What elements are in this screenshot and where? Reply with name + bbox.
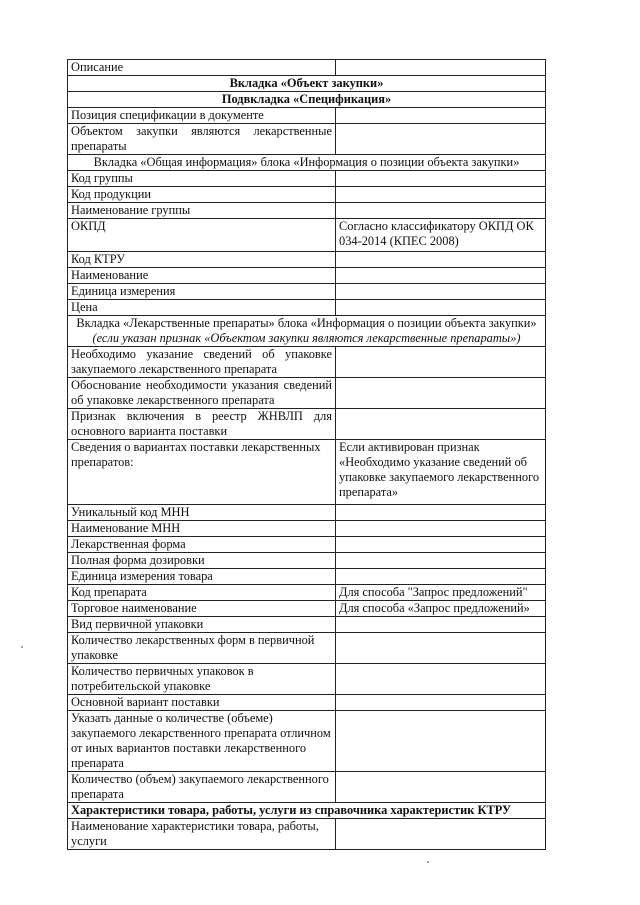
field-value — [336, 521, 546, 537]
field-label: Признак включения в реестр ЖНВЛП для основного варианта поставки — [68, 409, 336, 440]
table-row — [68, 268, 546, 284]
field-value — [336, 617, 546, 633]
field-value — [336, 378, 546, 409]
scan-speck — [427, 861, 429, 863]
field-value — [336, 819, 546, 850]
block-header — [68, 155, 546, 171]
field-value — [336, 187, 546, 203]
table-row — [68, 409, 546, 440]
field-value: Для способа "Запрос предложений" — [336, 585, 546, 601]
field-label: Лекарственная форма — [68, 537, 336, 553]
field-value — [336, 171, 546, 187]
field-value: Согласно классификатору ОКПД ОК 034-2014 (КПЕС 2008) — [336, 219, 546, 252]
field-value — [336, 252, 546, 268]
field-value — [336, 537, 546, 553]
table-row — [68, 803, 546, 819]
table-row — [68, 171, 546, 187]
table-row — [68, 569, 546, 585]
field-label: Торговое наименование — [68, 601, 336, 617]
table-row — [68, 537, 546, 553]
block-title: Вкладка «Лекарственные препараты» блока «Информация о позиции объекта закупки» — [76, 316, 537, 330]
field-value — [336, 203, 546, 219]
field-label: Указать данные о количестве (объеме) закупаемого лекарственного препарата отличном от иных вариантов поставки лекарственного препарата — [68, 711, 336, 772]
block-title: Вкладка «Общая информация» блока «Информация о позиции объекта закупки» — [93, 155, 520, 169]
field-label: Объектом закупки являются лекарственные препараты — [68, 124, 336, 155]
table-row — [68, 633, 546, 664]
table-row — [68, 585, 546, 601]
field-label: Единица измерения товара — [68, 569, 336, 585]
table-row — [68, 203, 546, 219]
scan-speck — [21, 646, 23, 648]
field-label: Количество первичных упаковок в потребительской упаковке — [68, 664, 336, 695]
table-row — [68, 772, 546, 803]
field-value — [336, 300, 546, 316]
table-row — [68, 378, 546, 409]
table-row — [68, 617, 546, 633]
field-value — [336, 633, 546, 664]
field-label: Количество лекарственных форм в первичной упаковке — [68, 633, 336, 664]
field-value — [336, 695, 546, 711]
table-row — [68, 521, 546, 537]
field-label: Код препарата — [68, 585, 336, 601]
specification-table — [67, 59, 546, 850]
table-row — [68, 284, 546, 300]
table-row — [68, 252, 546, 268]
table-row — [68, 316, 546, 347]
tab-header: Подвкладка «Спецификация» — [68, 92, 546, 108]
field-label: Описание — [68, 60, 336, 76]
block-condition-note: (если указан признак «Объектом закупки являются лекарственные препараты») — [92, 331, 521, 345]
field-label: Код КТРУ — [68, 252, 336, 268]
field-label: Код группы — [68, 171, 336, 187]
field-label: Единица измерения — [68, 284, 336, 300]
field-label: Полная форма дозировки — [68, 553, 336, 569]
table-row — [68, 124, 546, 155]
field-value: Для способа «Запрос предложений» — [336, 601, 546, 617]
field-label: Обоснование необходимости указания сведений об упаковке лекарственного препарата — [68, 378, 336, 409]
table-row — [68, 219, 546, 252]
field-value — [336, 347, 546, 378]
field-label: Наименование группы — [68, 203, 336, 219]
table-row — [68, 155, 546, 171]
table-row — [68, 92, 546, 108]
block-header — [68, 316, 546, 347]
field-label: Позиция спецификации в документе — [68, 108, 336, 124]
tab-header: Вкладка «Объект закупки» — [68, 76, 546, 92]
field-value — [336, 772, 546, 803]
table-row — [68, 664, 546, 695]
table-row — [68, 440, 546, 505]
field-value — [336, 409, 546, 440]
table-row — [68, 553, 546, 569]
field-value — [336, 268, 546, 284]
field-label: Необходимо указание сведений об упаковке закупаемого лекарственного препарата — [68, 347, 336, 378]
field-value — [336, 553, 546, 569]
field-label: Количество (объем) закупаемого лекарственного препарата — [68, 772, 336, 803]
table-row — [68, 601, 546, 617]
field-label: Сведения о вариантах поставки лекарственных препаратов: — [68, 440, 336, 505]
field-label: Вид первичной упаковки — [68, 617, 336, 633]
table-row — [68, 108, 546, 124]
field-label: Цена — [68, 300, 336, 316]
specification-table-body — [68, 60, 546, 850]
table-row — [68, 60, 546, 76]
table-row — [68, 695, 546, 711]
field-value — [336, 569, 546, 585]
field-label: Основной вариант поставки — [68, 695, 336, 711]
field-value — [336, 60, 546, 76]
field-label: Код продукции — [68, 187, 336, 203]
table-row — [68, 347, 546, 378]
field-label: Наименование характеристики товара, работы, услуги — [68, 819, 336, 850]
table-row — [68, 711, 546, 772]
section-header: Характеристики товара, работы, услуги из справочника характеристик КТРУ — [68, 803, 546, 819]
table-row — [68, 819, 546, 850]
field-value — [336, 664, 546, 695]
table-row — [68, 300, 546, 316]
table-row — [68, 187, 546, 203]
table-row — [68, 505, 546, 521]
field-label: Уникальный код МНН — [68, 505, 336, 521]
field-value — [336, 284, 546, 300]
field-label: Наименование МНН — [68, 521, 336, 537]
field-label: ОКПД — [68, 219, 336, 252]
field-value — [336, 505, 546, 521]
field-label: Наименование — [68, 268, 336, 284]
field-value — [336, 124, 546, 155]
table-row — [68, 76, 546, 92]
field-value: Если активирован признак «Необходимо указание сведений об упаковке закупаемого лекарственного препарата» — [336, 440, 546, 505]
field-value — [336, 711, 546, 772]
field-value — [336, 108, 546, 124]
